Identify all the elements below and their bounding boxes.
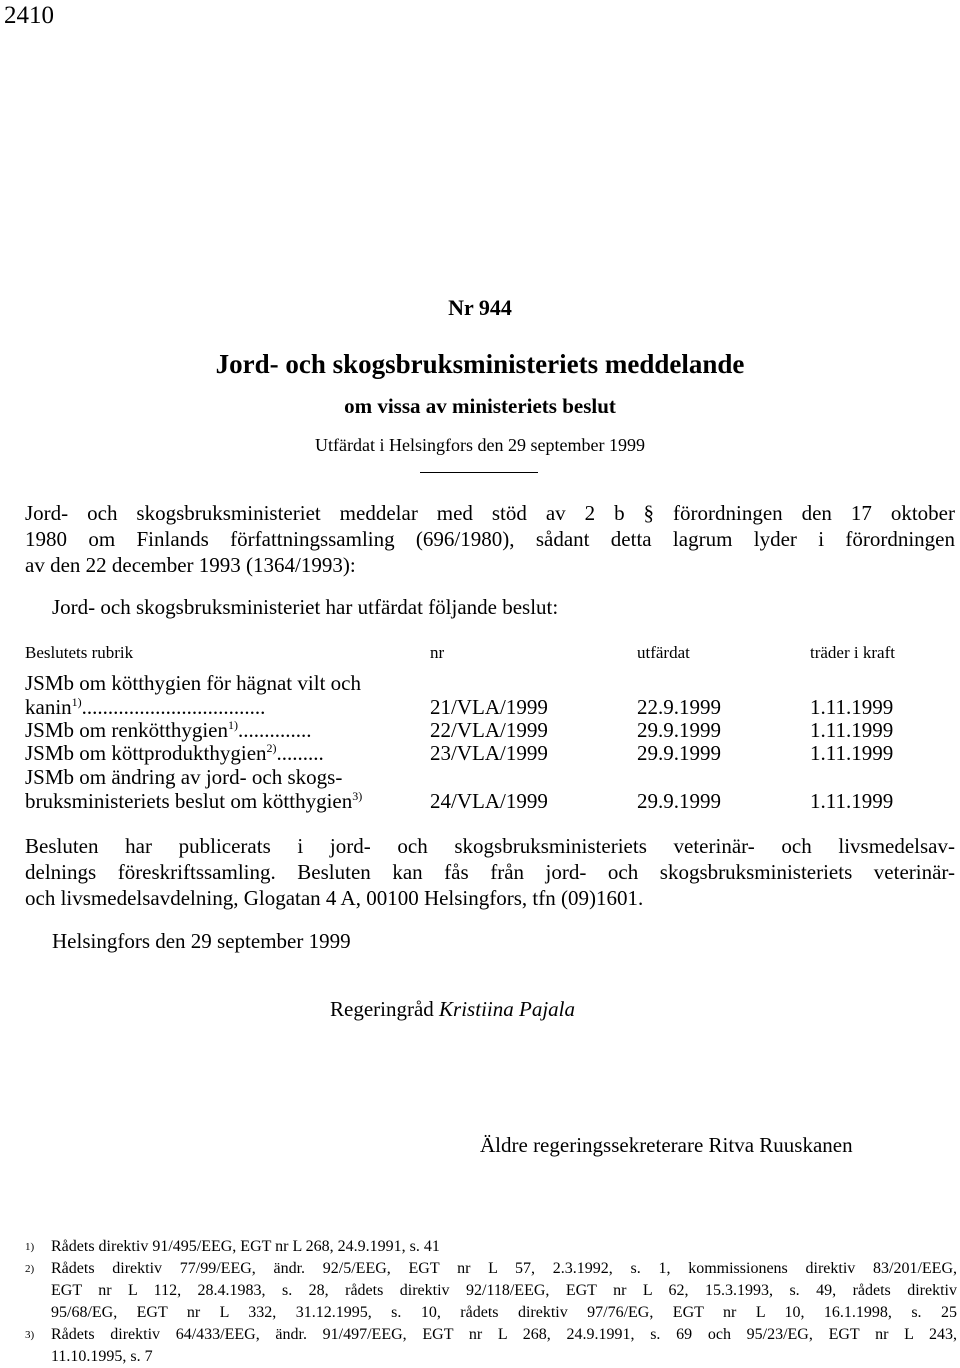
document-number: Nr 944 [448, 295, 512, 320]
place-date: Helsingfors den 29 september 1999 [52, 929, 351, 953]
table-cell-nr: 24/VLA/1999 [430, 789, 548, 813]
footnote-line: Rådets direktiv 91/495/EEG, EGT nr L 268, 24.9.1991, s. 41 [51, 1238, 440, 1255]
table-cell-trader: 1.11.1999 [810, 695, 894, 719]
table-row-title: JSMb om renkötthygien$^{1)}$.............. [25, 718, 312, 742]
leader-dots: ................................... [81, 695, 266, 719]
table-row-title: bruksministeriets beslut om kötthygien$^{3)}$ [25, 789, 363, 813]
publication-line: delnings föreskriftssamling. Besluten kan fås från jord- och skogsbruksministeriets veterinär- [25, 860, 955, 884]
publication-line: Besluten har publicerats i jord- och skogsbruksministeriets veterinär- och livsmedelsav- [25, 834, 955, 858]
footnote-2 [25, 1258, 957, 1324]
footnote-mark: 1) [25, 1241, 35, 1253]
column-header-trader: träder i kraft [810, 643, 895, 662]
column-header-nr: nr [430, 643, 445, 662]
signer-2: Äldre regeringssekreterare Ritva Ruuskanen [480, 1133, 853, 1157]
table-row-title: kanin$^{1)}$................................... [25, 695, 266, 719]
publication-paragraph [25, 833, 955, 911]
footnote-mark: 2) [25, 1263, 35, 1275]
footnote-line: Rådets direktiv 77/99/EEG, ändr. 92/5/EEG, EGT nr L 57, 2.3.1992, s. 1, kommissionens direktiv 83/201/EEG, [51, 1260, 957, 1277]
table-cell-trader: 1.11.1999 [810, 789, 894, 813]
signer-1 [330, 997, 575, 1022]
footnote-ref: 1) [71, 695, 82, 709]
table-cell-utfardat: 29.9.1999 [637, 741, 721, 765]
table-cell-nr: 21/VLA/1999 [430, 695, 548, 719]
leader-dots: .............. [238, 718, 312, 742]
header-divider [420, 472, 538, 473]
page-number: 2410 [4, 2, 54, 29]
table-cell-trader: 1.11.1999 [810, 741, 894, 765]
footnote-1 [25, 1236, 957, 1258]
intro-paragraph [25, 500, 955, 578]
footnote-line: Rådets direktiv 64/433/EEG, ändr. 91/497/EEG, EGT nr L 268, 24.9.1991, s. 69 och 95/23/EG, EGT nr L 243, [51, 1326, 957, 1343]
signer-1-title: Regeringråd [330, 997, 434, 1021]
footnote-3 [25, 1324, 957, 1368]
intro-second-paragraph: Jord- och skogsbruksministeriet har utfärdat följande beslut: [52, 595, 559, 619]
intro-line: 1980 om Finlands författningssamling (696/1980), sådant detta lagrum lyder i förordningen [25, 527, 955, 551]
footnote-line: EGT nr L 112, 28.4.1983, s. 28, rådets direktiv 92/118/EEG, EGT nr L 62, 15.3.1993, s. 49, rådets direktiv [51, 1282, 957, 1299]
footnote-ref: 3) [352, 789, 363, 803]
publication-line: och livsmedelsavdelning, Glogatan 4 A, 00100 Helsingfors, tfn (09)1601. [25, 886, 644, 910]
document-subtitle: om vissa av ministeriets beslut [344, 394, 616, 418]
footnote-line: 95/68/EG, EGT nr L 332, 31.12.1995, s. 10, rådets direktiv 97/76/EG, EGT nr L 10, 16.1.1998, s. 25 [51, 1304, 957, 1321]
leader-dots: ......... [276, 741, 324, 765]
table-cell-utfardat: 29.9.1999 [637, 789, 721, 813]
footnote-mark: 3) [25, 1329, 35, 1341]
issued-line: Utfärdat i Helsingfors den 29 september 1999 [315, 435, 645, 455]
table-row-title-line: JSMb om ändring av jord- och skogs- [25, 765, 343, 789]
table-cell-trader: 1.11.1999 [810, 718, 894, 742]
table-cell-utfardat: 29.9.1999 [637, 718, 721, 742]
intro-line: av den 22 december 1993 (1364/1993): [25, 553, 356, 577]
intro-line: Jord- och skogsbruksministeriet meddelar med stöd av 2 b § förordningen den 17 oktober [25, 501, 955, 525]
column-header-utfardat: utfärdat [637, 643, 690, 662]
footnote-line: 11.10.1995, s. 7 [51, 1348, 153, 1365]
table-cell-utfardat: 22.9.1999 [637, 695, 721, 719]
table-cell-nr: 23/VLA/1999 [430, 741, 548, 765]
table-row-title: JSMb om köttprodukthygien$^{2)}$......... [25, 741, 324, 765]
table-row-title-line: JSMb om kötthygien för hägnat vilt och [25, 671, 361, 695]
column-header-rubrik: Beslutets rubrik [25, 643, 134, 662]
document-title: Jord- och skogsbruksministeriets meddelande [215, 349, 745, 379]
footnote-ref: 1) [228, 718, 238, 732]
table-cell-nr: 22/VLA/1999 [430, 718, 548, 742]
signer-1-name: Kristiina Pajala [439, 997, 575, 1021]
footnote-ref: 2) [266, 741, 277, 755]
